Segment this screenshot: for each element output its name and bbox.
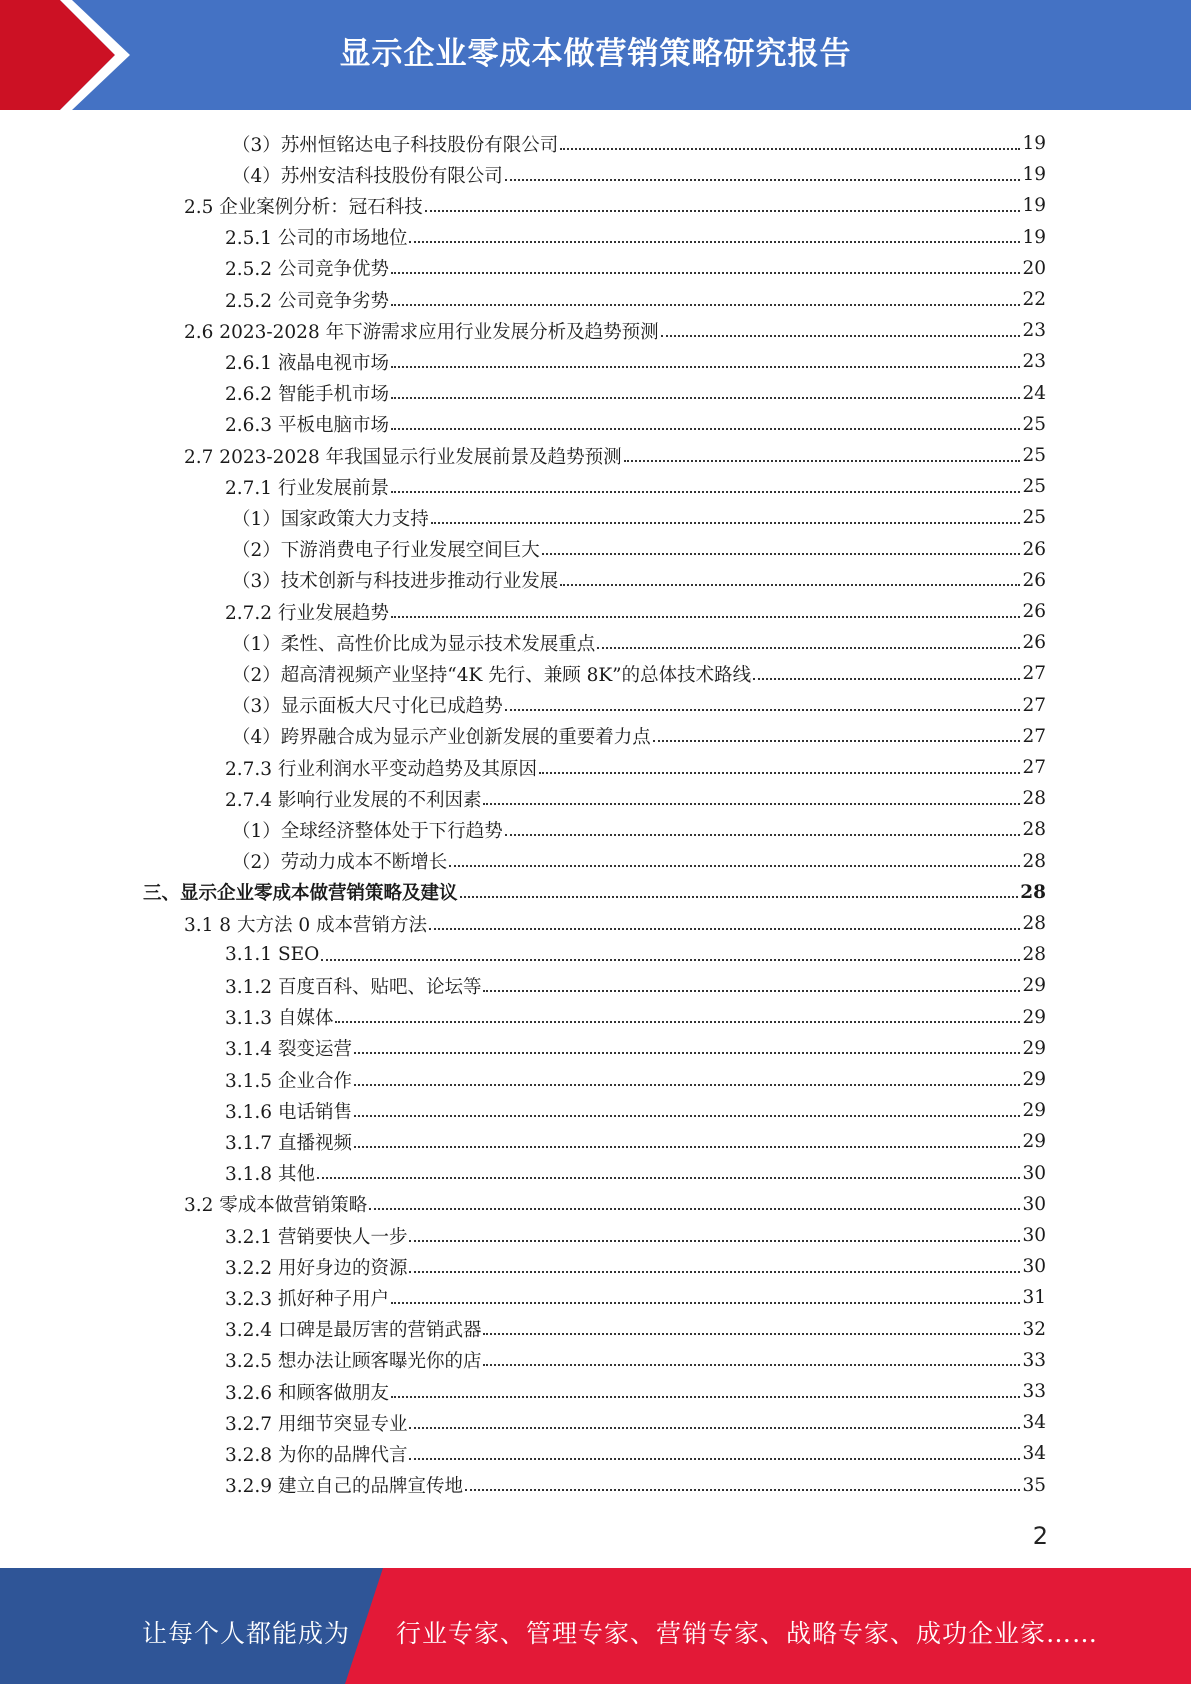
toc-entry[interactable]	[232, 627, 1047, 658]
toc-entry-label: （3）技术创新与科技进步推动行业发展	[232, 571, 559, 593]
toc-entry-label: 三、显示企业零成本做营销策略及建议	[143, 883, 458, 905]
toc-entry-page: 25	[1022, 413, 1046, 435]
toc-entry-label: 2.7 2023-2028 年我国显示行业发展前景及趋势预测	[184, 446, 622, 468]
toc-dot-leader	[317, 1177, 1021, 1179]
toc-dot-leader	[624, 460, 1021, 462]
toc-dot-leader	[597, 647, 1020, 649]
toc-entry-label: 2.5.2 公司竞争劣势	[225, 290, 389, 312]
toc-dot-leader	[460, 896, 1019, 898]
toc-entry-page: 29	[1022, 1100, 1046, 1122]
page-footer	[0, 1568, 1191, 1684]
toc-entry-label: （1）柔性、高性价比成为显示技术发展重点	[232, 633, 596, 655]
toc-dot-leader	[653, 740, 1021, 742]
toc-entry[interactable]	[225, 1251, 1047, 1282]
toc-dot-leader	[354, 1146, 1021, 1148]
toc-entry[interactable]	[225, 222, 1047, 253]
toc-entry[interactable]	[225, 1158, 1047, 1189]
toc-dot-leader	[505, 709, 1021, 711]
toc-dot-leader	[465, 1489, 1020, 1491]
toc-entry-page: 34	[1022, 1412, 1046, 1434]
toc-entry[interactable]	[225, 596, 1047, 627]
toc-entry[interactable]	[225, 752, 1047, 783]
toc-entry[interactable]	[184, 190, 1047, 221]
toc-entry-page: 19	[1022, 195, 1046, 217]
toc-entry[interactable]	[232, 534, 1047, 565]
toc-entry-label: 2.5 企业案例分析：冠石科技	[184, 196, 423, 218]
toc-dot-leader	[483, 1364, 1020, 1366]
toc-entry-label: 3.2.8 为你的品牌代言	[225, 1444, 408, 1466]
toc-entry-page: 19	[1022, 226, 1046, 248]
toc-entry-label: 3.2 零成本做营销策略	[184, 1195, 368, 1217]
toc-dot-leader	[560, 148, 1020, 150]
toc-dot-leader	[560, 584, 1020, 586]
toc-entry[interactable]	[225, 1438, 1047, 1469]
toc-entry-label: （1）国家政策大力支持	[232, 508, 429, 530]
toc-entry[interactable]	[225, 1095, 1047, 1126]
toc-entry-page: 28	[1020, 881, 1046, 903]
toc-dot-leader	[391, 616, 1020, 618]
toc-dot-leader	[753, 678, 1020, 680]
toc-dot-leader	[409, 1240, 1020, 1242]
toc-entry[interactable]	[184, 908, 1047, 939]
toc-entry-label: 2.5.2 公司竞争优势	[225, 259, 389, 281]
footer-slogan-left: 让每个人都能成为	[142, 1619, 351, 1648]
toc-entry-label: 3.1.3 自媒体	[225, 1008, 334, 1030]
toc-entry-page: 28	[1022, 819, 1046, 841]
toc-entry-label: 2.6 2023-2028 年下游需求应用行业发展分析及趋势预测	[184, 321, 659, 343]
toc-entry-page: 29	[1022, 1037, 1046, 1059]
toc-dot-leader	[391, 428, 1020, 430]
toc-dot-leader	[505, 179, 1021, 181]
toc-entry-page: 27	[1022, 757, 1046, 779]
toc-dot-leader	[409, 1458, 1020, 1460]
toc-dot-leader	[409, 1271, 1020, 1273]
toc-dot-leader	[369, 1208, 1020, 1210]
toc-entry[interactable]	[232, 159, 1047, 190]
toc-entry-label: 3.2.6 和顾客做朋友	[225, 1382, 389, 1404]
toc-entry[interactable]	[184, 440, 1047, 471]
toc-entry-label: （4）苏州安洁科技股份有限公司	[232, 165, 503, 187]
toc-entry-page: 23	[1022, 351, 1046, 373]
toc-dot-leader	[542, 553, 1021, 555]
toc-entry-page: 26	[1022, 538, 1046, 560]
toc-dot-leader	[391, 304, 1020, 306]
toc-entry-page: 28	[1022, 913, 1046, 935]
toc-entry[interactable]	[225, 284, 1047, 315]
toc-entry-page: 30	[1022, 1162, 1046, 1184]
toc-entry-page: 25	[1022, 507, 1046, 529]
toc-dot-leader	[354, 1084, 1021, 1086]
toc-entry-label: 3.2.7 用细节突显专业	[225, 1413, 408, 1435]
toc-entry-label: 3.1 8 大方法 0 成本营销方法	[184, 914, 427, 936]
toc-entry-page: 27	[1022, 694, 1046, 716]
toc-dot-leader	[449, 865, 1020, 867]
toc-entry-label: 3.1.1 SEO	[225, 944, 320, 966]
toc-entry-page: 29	[1022, 1069, 1046, 1091]
toc-entry-label: （2）超高清视频产业坚持“4K 先行、兼顾 8K”的总体技术路线	[232, 664, 752, 686]
toc-entry-label: 2.7.4 影响行业发展的不利因素	[225, 789, 482, 811]
toc-dot-leader	[429, 928, 1020, 930]
toc-entry-page: 33	[1022, 1349, 1046, 1371]
toc-entry-page: 26	[1022, 601, 1046, 623]
toc-entry-label: 2.7.1 行业发展前景	[225, 477, 389, 499]
toc-dot-leader	[391, 366, 1020, 368]
toc-dot-leader	[335, 1021, 1020, 1023]
toc-entry-page: 30	[1022, 1225, 1046, 1247]
toc-entry-label: 3.1.4 裂变运营	[225, 1039, 352, 1061]
toc-entry[interactable]	[225, 1314, 1047, 1345]
toc-entry[interactable]	[225, 1033, 1047, 1064]
toc-dot-leader	[409, 1427, 1020, 1429]
toc-dot-leader	[391, 1302, 1020, 1304]
toc-entry[interactable]	[232, 721, 1047, 752]
toc-dot-leader	[409, 241, 1020, 243]
toc-entry[interactable]	[225, 409, 1047, 440]
toc-dot-leader	[539, 772, 1020, 774]
toc-entry-page: 28	[1022, 944, 1046, 966]
toc-dot-leader	[425, 210, 1021, 212]
toc-entry[interactable]	[232, 846, 1047, 877]
toc-entry-page: 23	[1022, 320, 1046, 342]
toc-dot-leader	[661, 335, 1021, 337]
toc-dot-leader	[391, 491, 1020, 493]
toc-entry[interactable]	[225, 253, 1047, 284]
toc-entry[interactable]	[225, 1126, 1047, 1157]
toc-dot-leader	[505, 834, 1021, 836]
toc-entry-label: 2.6.3 平板电脑市场	[225, 415, 389, 437]
toc-entry[interactable]	[225, 939, 1047, 970]
toc-entry-label: 2.6.1 液晶电视市场	[225, 352, 389, 374]
toc-entry[interactable]	[225, 1470, 1047, 1501]
toc-entry-page: 29	[1022, 975, 1046, 997]
toc-entry[interactable]	[225, 1064, 1047, 1095]
toc-entry-page: 25	[1022, 445, 1046, 467]
toc-entry[interactable]	[225, 1345, 1047, 1376]
toc-entry-label: 3.1.6 电话销售	[225, 1101, 352, 1123]
toc-entry[interactable]	[225, 1376, 1047, 1407]
toc-dot-leader	[321, 959, 1020, 961]
toc-entry-page: 34	[1022, 1443, 1046, 1465]
toc-entry-label: （1）全球经济整体处于下行趋势	[232, 820, 503, 842]
toc-entry-page: 19	[1022, 164, 1046, 186]
toc-entry-page: 30	[1022, 1193, 1046, 1215]
toc-entry[interactable]	[232, 502, 1047, 533]
toc-entry-label: （3）苏州恒铭达电子科技股份有限公司	[232, 134, 559, 156]
toc-entry-page: 24	[1022, 382, 1046, 404]
toc-entry-label: 3.2.9 建立自己的品牌宣传地	[225, 1476, 463, 1498]
toc-dot-leader	[431, 522, 1021, 524]
toc-entry-label: 2.5.1 公司的市场地位	[225, 228, 408, 250]
page-number: 2	[1032, 1522, 1048, 1550]
toc-entry-label: （4）跨界融合成为显示产业创新发展的重要着力点	[232, 727, 651, 749]
toc-entry[interactable]	[225, 1407, 1047, 1438]
toc-entry-label: 3.1.5 企业合作	[225, 1070, 352, 1092]
toc-entry-page: 22	[1022, 289, 1046, 311]
toc-dot-leader	[354, 1115, 1021, 1117]
toc-entry[interactable]	[225, 1282, 1047, 1313]
toc-entry-page: 28	[1022, 788, 1046, 810]
toc-entry-page: 28	[1022, 850, 1046, 872]
toc-dot-leader	[483, 990, 1020, 992]
toc-entry-page: 32	[1022, 1318, 1046, 1340]
toc-entry[interactable]	[232, 565, 1047, 596]
toc-entry-label: 3.2.1 营销要快人一步	[225, 1226, 408, 1248]
toc-dot-leader	[391, 272, 1020, 274]
toc-entry-page: 26	[1022, 632, 1046, 654]
toc-entry-label: 3.2.5 想办法让顾客曝光你的店	[225, 1351, 482, 1373]
toc-entry-label: 3.1.2 百度百科、贴吧、论坛等	[225, 976, 482, 998]
toc-entry-label: 2.7.3 行业利润水平变动趋势及其原因	[225, 758, 537, 780]
toc-entry[interactable]	[225, 970, 1047, 1001]
toc-entry-label: 3.1.8 其他	[225, 1164, 315, 1186]
toc-entry-page: 27	[1022, 725, 1046, 747]
toc-entry-label: （2）劳动力成本不断增长	[232, 852, 448, 874]
toc-dot-leader	[483, 803, 1020, 805]
toc-entry[interactable]	[184, 315, 1047, 346]
toc-entry[interactable]	[232, 690, 1047, 721]
toc-entry-label: （2）下游消费电子行业发展空间巨大	[232, 540, 540, 562]
toc-entry-label: 2.7.2 行业发展趋势	[225, 602, 389, 624]
toc-entry-page: 26	[1022, 569, 1046, 591]
toc-entry[interactable]	[225, 1002, 1047, 1033]
toc-entry[interactable]	[225, 1220, 1047, 1251]
page-header	[0, 0, 1191, 110]
toc-dot-leader	[391, 397, 1020, 399]
toc-entry-label: 3.2.2 用好身边的资源	[225, 1257, 408, 1279]
toc-entry[interactable]	[225, 346, 1047, 377]
toc-entry-page: 33	[1022, 1381, 1046, 1403]
toc-entry-page: 20	[1022, 257, 1046, 279]
toc-entry-label: 3.2.4 口碑是最厉害的营销武器	[225, 1320, 482, 1342]
toc-entry[interactable]	[143, 877, 1047, 908]
toc-dot-leader	[483, 1333, 1020, 1335]
toc-entry[interactable]	[225, 783, 1047, 814]
footer-slogan-right: 行业专家、管理专家、营销专家、战略专家、成功企业家……	[396, 1619, 1099, 1648]
toc-entry-label: 2.6.2 智能手机市场	[225, 384, 389, 406]
toc-entry-page: 27	[1022, 663, 1046, 685]
toc-entry[interactable]	[184, 1189, 1047, 1220]
toc-entry-page: 31	[1022, 1287, 1046, 1309]
toc-entry-page: 29	[1022, 1006, 1046, 1028]
toc-entry-label: 3.1.7 直播视频	[225, 1132, 352, 1154]
toc-entry-label: 3.2.3 抓好种子用户	[225, 1288, 389, 1310]
toc-entry-page: 25	[1022, 476, 1046, 498]
toc-entry-label: （3）显示面板大尺寸化已成趋势	[232, 696, 503, 718]
toc-entry-page: 35	[1022, 1474, 1046, 1496]
toc-entry[interactable]	[232, 128, 1047, 159]
toc-entry[interactable]	[232, 814, 1047, 845]
toc-dot-leader	[391, 1396, 1020, 1398]
toc-entry-page: 30	[1022, 1256, 1046, 1278]
toc-entry[interactable]	[225, 471, 1047, 502]
toc-entry-page: 19	[1022, 133, 1046, 155]
toc-entry-page: 29	[1022, 1131, 1046, 1153]
toc-entry[interactable]	[232, 658, 1047, 689]
toc-entry[interactable]	[225, 378, 1047, 409]
document-title: 显示企业零成本做营销策略研究报告	[339, 36, 852, 72]
toc-dot-leader	[354, 1052, 1021, 1054]
